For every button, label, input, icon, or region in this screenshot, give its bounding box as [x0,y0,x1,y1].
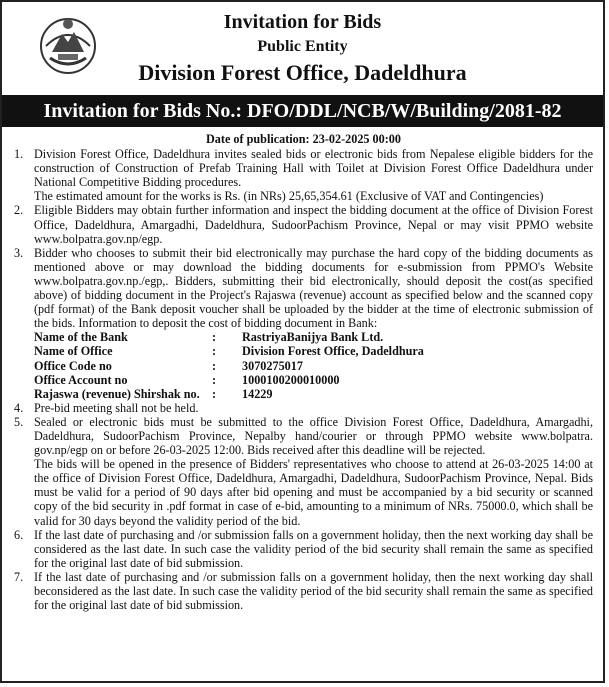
list-item: 1. Division Forest Office, Dadeldhura invites sealed bids or electronic bids from Nepalese eligible bidders for the construction of Construction of Prefab Training Hall with Toilet at Division Forest Office Dadeldhura under National Competitive Bidding procedures. The estimated amount for the works is Rs. (in NRs) 25,65,354.61 (Exclusive of VAT and Contingencies) [14,147,593,204]
list-item: 7. If the last date of purchasing and /or submission falls on a government holiday, then the next working day shall beconsidered as the last date. In such case the validity period of the bid security shall remain the same as specified for the original last date of bid submission. [14,569,593,613]
bank-info-table: Name of the Bank : RastriyaBanijya Bank Ltd. Name of Office : Division Forest Office, Dadeldhura Office Code no : 3070275017 Office Account no : 1000100200010000 Rajaswa (revenue) Shirshak no. : 14229 [34,330,424,401]
notice-body [14,132,593,612]
list-item: 2. Eligible Bidders may obtain further information and inspect the bidding document at the office of Division Forest Office, Dadeldhura, Amargadhi, Dadeldhura, SudoorPachism Province, Nepal or may visit PPMO website www.bolpatra.gov.np/egp. [14,203,593,246]
list-item: 5. Sealed or electronic bids must be submitted to the office Division Forest Office, Dadeldhura, Amargadhi, Dadeldhura, SudoorPachism Province, Nepalby hand/courier or through PPMO website www.bolpatra. gov.np/egp on or before 26-03-2025 12:00. Bids received after this deadline will be rejected. The bids will be opened in the presence of Bidders' representatives who choose to attend at 26-03-2025 14:00 at the office of Division Forest Office, Dadeldhura, Amargadhi, Dadeldhura, SudoorPachism Province, Nepal. Bids must be valid for a period of 90 days after bid opening and must be accompanied by a bid security or scanned copy of the bid security in .pdf format in case of e-bid, amounting to a minimum of NRs. 75000.0, which shall be valid for 30 days beyond the validity period of the bid. [14,414,593,528]
list-item: 3. Bidder who chooses to submit their bid electronically may purchase the hard copy of the bidding documents as mentioned above or may download the bidding documents for e-submission from PPMO's Website www.bolpatra.gov.np./egp,. Bidders, submitting their bid electronically, should deposit the cost(as specified above) of bidding document in the Project's Rajaswa (revenue) account as specified below and the scanned copy (pdf format) of the Bank deposit voucher shall be uploaded by the bidder at the time of electronic submission of the bids. Information to deposit the cost of bidding document in Bank: [14,245,593,331]
bid-number-banner: Invitation for Bids No.: DFO/DDL/NCB/W/Building/2081-82 [2,95,603,127]
list-item: 6. If the last date of purchasing and /or submission falls on a government holiday, then the next working day shall be considered as the last date. In such case the validity period of the bid security shall remain the same as specified for the original last date of bid submission. [14,527,593,570]
list-item: 4. Pre-bid meeting shall not be held. [14,400,199,415]
publication-date: Date of publication: 23-02-2025 00:00 [206,132,401,146]
public-entity-label: Public Entity [257,38,348,55]
header [2,2,603,94]
notice-title: Invitation for Bids [223,11,382,33]
office-name: Division Forest Office, Dadeldhura [138,60,467,85]
